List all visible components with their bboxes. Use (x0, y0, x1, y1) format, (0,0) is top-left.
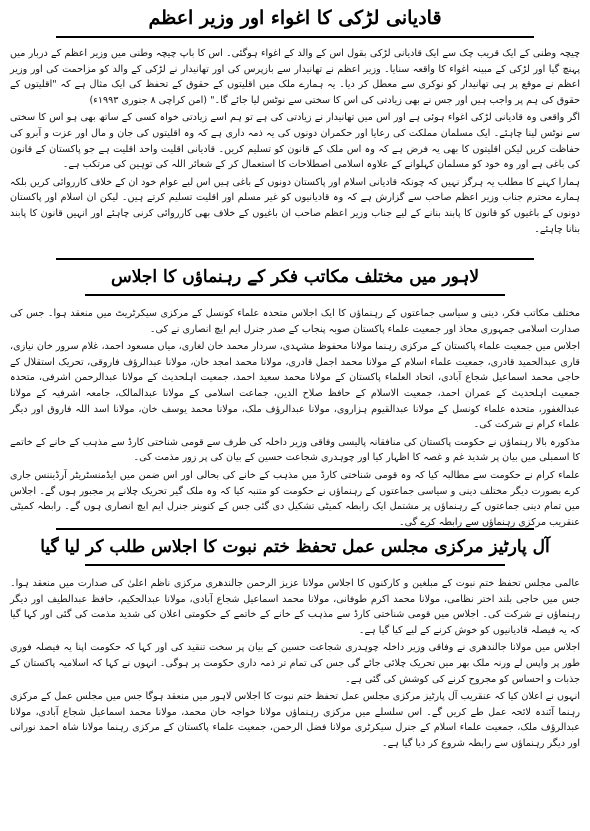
article-3-headline: آل پارٹیز مرکزی مجلس عمل تحفظ ختم نبوت کا اجلاس طلب کر لیا گیا (40, 537, 550, 557)
headline-underline (85, 564, 505, 566)
article-1-paragraph: چیچہ وطنی کے ایک قریب چک سے ایک قادیانی لڑکی بقول اس کے والد کے اغواء ہوگئی۔ اس کا باپ چیچہ وطنی میں وزیر اعظم کے دربار میں پہنچ گیا اور لڑکی کے مبینہ اغواء کا واقعہ سنایا۔ وزیر اعظم نے تھانیدار سے بازپرس کی اور تھانیدار نے لڑکی کے والد کو مزاحمت کی اور وزیر اعظم نے موقع پر ہی تھانیدار کو نوکری سے معطل کر دیا۔ یہ ہمارے ملک میں اقلیتوں کے حقوق کے تحفظ کی ایک مثال ہے کہ "اقلیتوں کے حقوق کی ہم پر واجب ہیں اور جس نے بھی زیادتی کی اس کا سختی سے نوٹس لیا جائے گا۔" (امن کراچی ۸ جنوری ۱۹۹۳ء) (10, 48, 580, 106)
article-1-paragraph: اگر واقعی وہ قادیانی لڑکی اغواء ہوئی ہے اور اس میں تھانیدار نے زیادتی کی ہے تو ہم اسے زیادتی خواہ کسی کے ساتھ بھی ہو اس کا سختی سے نوٹس لینا چاہئے۔ ایک مسلمان مملکت کی رعایا اور حکمران دونوں کی یہ ذمہ داری ہے کہ وہ اقلیتوں کی جان و مال اور عزت و آبرو کی حفاظت کریں لیکن اقلیتوں کا بھی یہ فرض ہے کہ وہ اس ملک کے قانون کو تسلیم کریں۔ قادیانی اقلیت واحد اقلیت ہے جو پاکستان کے قانون کی باغی ہے اور وہ خود کو مسلمان کہلوانے کے علاوہ اسلامی اصطلاحات کا استعمال کر کے شعائر اللہ کی توہین کی مرتکب ہے۔ (10, 112, 580, 171)
article-3-paragraph: عالمی مجلس تحفظ ختم نبوت کے مبلغین و کارکنوں کا اجلاس مولانا عزیز الرحمن جالندھری مرکزی ناظم اعلیٰ کی صدارت میں منعقد ہوا۔ جس میں حاجی بلند اختر نظامی، مولانا محمد اکرم طوفانی، مولانا محمد اسماعیل شجاع آبادی، مولانا عبدالحکیم، حافظ عبدالطیف اور دیگر رہنماؤں نے شرکت کی۔ اجلاس میں قومی شناختی کارڈ سے مذہب کے خانے کے خاتمے کے حکومتی اعلان کی شدید مذمت کی گئی اور کہا گیا کہ یہ فیصلہ قادیانیوں کو خوش کرنے کے لیے کیا گیا ہے۔ (10, 578, 580, 636)
article-2-paragraph: علماء کرام نے حکومت سے مطالبہ کیا کہ وہ قومی شناختی کارڈ میں مذہب کے خانے کی بحالی اور اس ضمن میں ایڈمنسٹریٹر آرڈیننس جاری کرے بصورت دیگر مختلف دینی و سیاسی جماعتوں کے رہنماؤں نے حکومت کو متنبہ کیا کہ وہ ملک گیر تحریک چلانے پر مجبور ہوں گے۔ اجلاس میں تمام دینی جماعتوں کے رہنماؤں پر مشتمل ایک رابطہ کمیٹی تشکیل دی گئی جس کے کنوینر جنرل ایم ایچ انصاری ہوں گے۔ رابطہ کمیٹی عنقریب مرکزی رہنماؤں سے رابطہ کرے گی۔ (10, 469, 580, 528)
headline-underline (85, 294, 505, 296)
article-3-body (8, 576, 582, 762)
article-2-headline: لاہور میں مختلف مکاتب فکر کے رہنماؤں کا اجلاس (110, 267, 480, 287)
article-3-paragraph: انہوں نے اعلان کیا کہ عنقریب آل پارٹیز مرکزی مجلس عمل تحفظ ختم نبوت کا اجلاس لاہور میں منعقد ہوگا جس میں مجلس عمل کے مرکزی رہنما آئندہ لائحہ عمل طے کریں گے۔ اس سلسلے میں مرکزی رہنماؤں مولانا خواجہ خان محمد، مولانا محمد اسماعیل شجاع آبادی، مولانا عبدالرؤف ملک، جمعیت علماء اسلام کے جنرل سیکرٹری مولانا فضل الرحمن، جمعیت علماء پاکستان کے مرکزی رہنما مولانا شاہ احمد نورانی اور دیگر رہنماؤں سے رابطہ شروع کر دیا گیا ہے۔ (10, 691, 580, 749)
article-3-paragraph: اجلاس میں مولانا جالندھری نے وفاقی وزیر داخلہ چوہدری شجاعت حسین کے بیان پر سخت تنقید کی اور کہا کہ حکومت اپنا یہ فیصلہ فوری طور پر واپس لے ورنہ ملک بھر میں تحریک چلائی جائے گی جس کی تمام تر ذمہ داری حکومت پر ہوگی۔ انہوں نے کہا کہ اسلامیہ پاکستان کے جذبات و احساس کو مجروح کرنے کی کوشش کی گئی ہے۔ (10, 642, 580, 685)
newspaper-page (8, 4, 582, 827)
article-1-body (8, 46, 582, 252)
article-2-paragraph: اجلاس میں جمعیت علماء پاکستان کے مرکزی رہنما مولانا محفوظ مشہدی، سردار محمد خان لغاری، میاں مسعود احمد، غلام سرور خان نیازی، قاری عبدالحمید قادری، جمعیت علماء اسلام کے مولانا محمد اجمل قادری، مولانا محمد امجد خان، مولانا عبدالرؤف فاروقی، تحریک استقلال کے حاجی محمد اسماعیل شجاع آبادی، اتحاد العلماء پاکستان کے مولانا محمد سعید احمد، جمعیت اہلحدیث کے مولانا عبدالرحمن اشرفی، متحدہ جمعیت اہلحدیث کے عمران احمد، جمعیت الاسلام کے حافظ صلاح الدین، جماعت اسلامی کے مولانا عبدالمالک، جامعہ اشرفیہ کے مولانا عبدالغفور، متحدہ علماء کونسل کے مولانا عبدالقیوم ہزاروی، مولانا عبدالرؤف ملک، مولانا محمد یوسف خان، مولانا اسد اللہ فاروق اور دیگر علماء کرام نے شرکت کی۔ (10, 341, 580, 431)
headline-underline (56, 36, 534, 38)
article-1-headline: قادیانی لڑکی کا اغواء اور وزیر اعظم (148, 7, 442, 29)
article-2-paragraph: مذکورہ بالا رہنماؤں نے حکومت پاکستان کی منافقانہ پالیسی وفاقی وزیر داخلہ کی طرف سے قومی شناختی کارڈ سے مذہب کے خانے کے خاتمے کا اسمبلی میں بیان پر شدید غم و غصہ کا اظہار کیا اور چوہدری شجاعت حسین کے بیان کی پر زور مذمت کی۔ (10, 436, 580, 464)
article-2-paragraph: مختلف مکاتب فکر، دینی و سیاسی جماعتوں کے رہنماؤں کا ایک اجلاس متحدہ علماء کونسل کے مرکزی سیکرٹریٹ میں منعقد ہوا۔ جس کی صدارت اسلامی جمہوری محاذ اور جمعیت علماء پاکستان صوبہ پنجاب کے صدر جنرل ایم ایچ انصاری نے کی۔ (10, 308, 580, 335)
section-divider (56, 258, 534, 260)
article-1-paragraph: ہمارا کہنے کا مطلب یہ ہرگز نہیں کہ چونکہ قادیانی اسلام اور پاکستان دونوں کے باغی ہیں اس لیے عوام خود ان کے خلاف کارروائی کریں بلکہ ہمارے محترم جناب وزیر اعظم صاحب سے گزارش ہے کہ وہ قادیانیوں کو غیر مسلم اور اقلیت تسلیم کرتے ہیں۔ لیکن ان اسلام اور پاکستان دونوں کے باغیوں کو قانون کا پابند بنانے کے لیے جناب وزیر اعظم صاحب ان باغیوں کے خلاف بھی کارروائی کرنی چاہئے اور انہیں قانون کا پابند بنانا چاہئے۔ (10, 176, 580, 235)
article-2-body (8, 306, 582, 528)
